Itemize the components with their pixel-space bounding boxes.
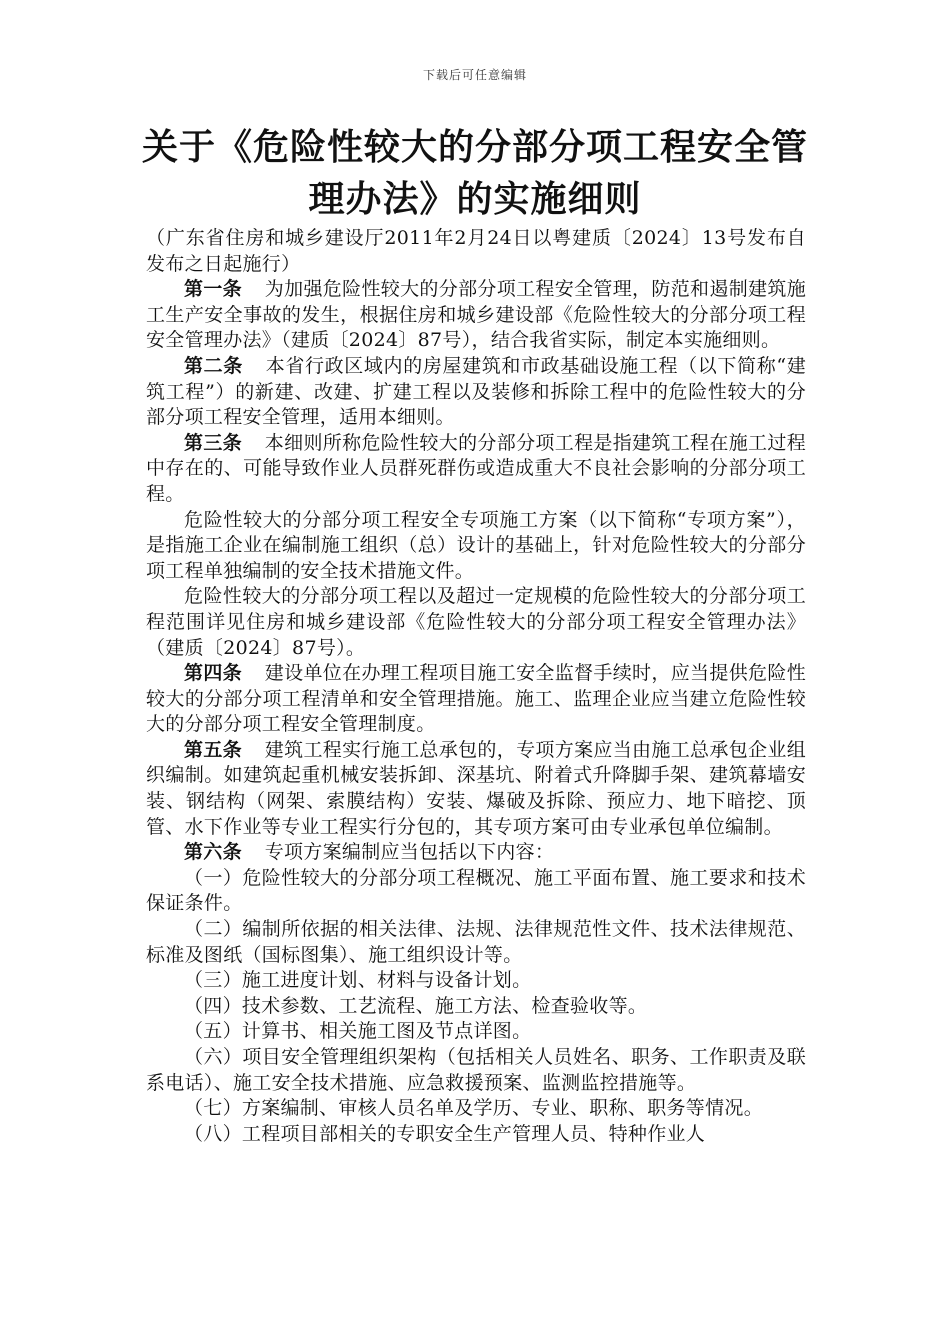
article-2: [146, 354, 806, 431]
article-6-item-4: （四）技术参数、工艺流程、施工方法、检查验收等。: [184, 994, 648, 1017]
article-5: [146, 738, 806, 840]
article-2-text: 本省行政区域内的房屋建筑和市政基础设施工程（以下简称“建筑工程”）的新建、改建、扩建工程以及装修和拆除工程中的危险性较大的分部分项工程安全管理，适用本细则。: [146, 354, 806, 429]
source-note: （广东省住房和城乡建设厅2011年2月24日以粤建质〔2024〕13号发布自发布之日起施行）: [146, 227, 806, 275]
document-title: 关于《危险性较大的分部分项工程安全管理办法》的实施细则: [141, 127, 808, 220]
article-3-paragraph-2: 危险性较大的分部分项工程安全专项施工方案（以下简称“专项方案”），是指施工企业在编制施工组织（总）设计的基础上，针对危险性较大的分部分项工程单独编制的安全技术措施文件。: [146, 508, 806, 582]
article-1-number: 第一条: [184, 278, 242, 301]
article-6-item-1: （一）危险性较大的分部分项工程概况、施工平面布置、施工要求和技术保证条件。: [146, 866, 806, 915]
article-3-text: 本细则所称危险性较大的分部分项工程是指建筑工程在施工过程中存在的、可能导致作业人员群死群伤或造成重大不良社会影响的分部分项工程。: [146, 431, 806, 505]
article-1-text: 为加强危险性较大的分部分项工程安全管理，防范和遏制建筑施工生产安全事故的发生，根据住房和城乡建设部《危险性较大的分部分项工程安全管理办法》（建质〔2024〕87号），结合我省实际，制定本实施细则。: [146, 278, 806, 352]
article-3-number: 第三条: [184, 431, 242, 454]
article-6-number: 第六条: [184, 841, 242, 864]
article-6-text: 专项方案编制应当包括以下内容：: [264, 841, 555, 864]
article-4-text: 建设单位在办理工程项目施工安全监督手续时，应当提供危险性较大的分部分项工程清单和安全管理措施。施工、监理企业应当建立危险性较大的分部分项工程安全管理制度。: [146, 662, 806, 736]
article-3-paragraph-3: 危险性较大的分部分项工程以及超过一定规模的危险性较大的分部分项工程范围详见住房和城乡建设部《危险性较大的分部分项工程安全管理办法》（建质〔2024〕87号）。: [146, 585, 806, 659]
article-3: [146, 431, 806, 508]
article-6-item-2: （二）编制所依据的相关法律、法规、法律规范性文件、技术法律规范、标准及图纸（国标图集）、施工组织设计等。: [146, 918, 806, 966]
header-note: 下载后可任意编辑: [422, 68, 527, 82]
article-6-item-6: （六）项目安全管理组织架构（包括相关人员姓名、职务、工作职责及联系电话）、施工安全技术措施、应急救援预案、监测监控措施等。: [146, 1046, 806, 1094]
article-1: [146, 277, 806, 354]
article-6: [146, 840, 806, 866]
article-6-item-3: （三）施工进度计划、材料与设备计划。: [184, 969, 532, 992]
article-2-number: 第二条: [184, 354, 243, 377]
article-5-number: 第五条: [184, 738, 242, 761]
document-body: [146, 226, 806, 1147]
article-5-text: 建筑工程实行施工总承包的，专项方案应当由施工总承包企业组织编制。如建筑起重机械安装拆卸、深基坑、附着式升降脚手架、建筑幕墙安装、钢结构（网架、索膜结构）安装、爆破及拆除、预应力、地下暗挖、顶管、水下作业等专业工程实行分包的，其专项方案可由专业承包单位编制。: [146, 738, 806, 838]
article-4-number: 第四条: [184, 662, 242, 685]
article-6-item-5: （五）计算书、相关施工图及节点详图。: [184, 1020, 532, 1043]
article-6-item-7: （七）方案编制、审核人员名单及学历、专业、职称、职务等情况。: [184, 1097, 764, 1120]
article-6-item-8: （八）工程项目部相关的专职安全生产管理人员、特种作业人: [184, 1122, 706, 1145]
article-4: [146, 661, 806, 738]
